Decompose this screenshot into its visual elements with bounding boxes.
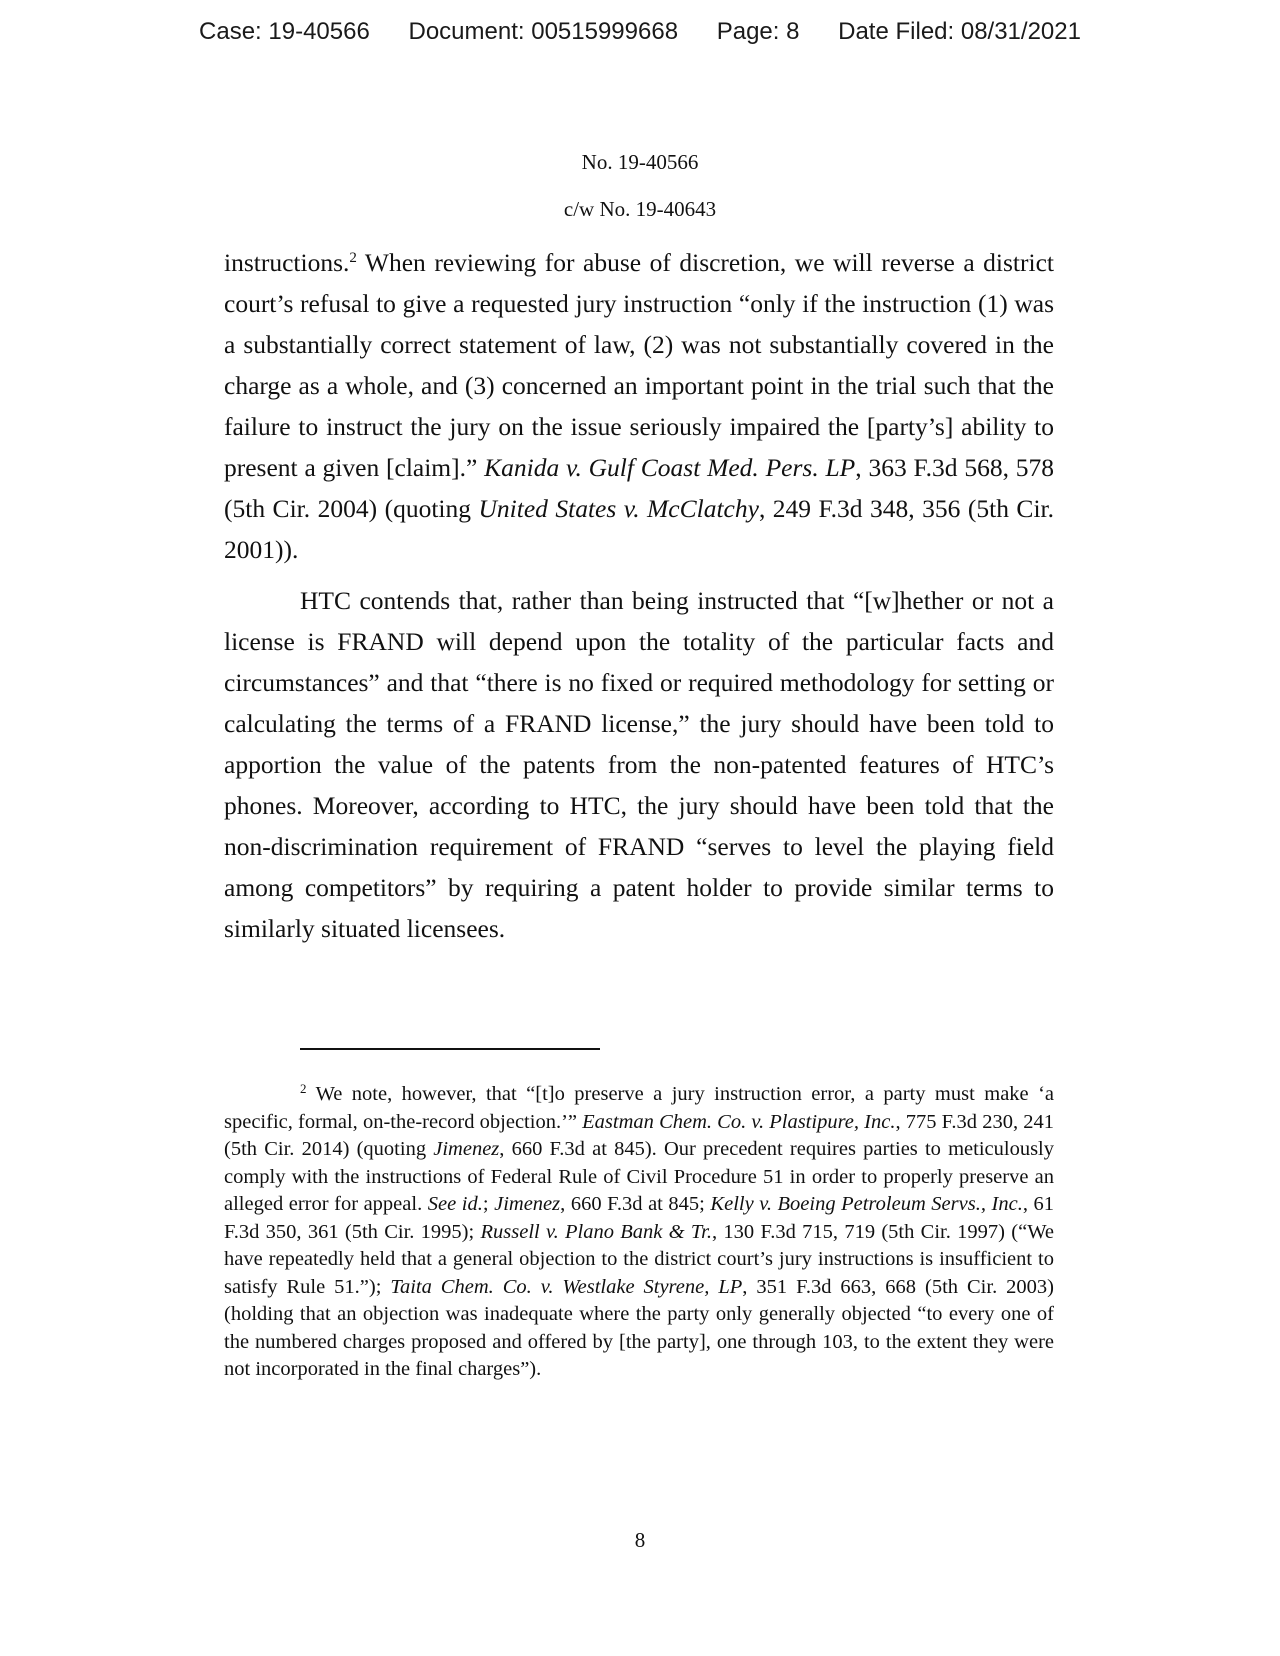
body-paragraph-1 bbox=[224, 242, 1054, 570]
footnote-2 bbox=[224, 1081, 1054, 1384]
body-paragraph-2: HTC contends that, rather than being instructed that “[w]hether or not a license is FRAND will depend upon the totality of the particular facts and circumstances” and that “there is no fixed or required methodology for setting or calculating the terms of a FRAND license,” the jury should have been told to apportion the value of the patents from the non-patented features of HTC’s phones. Moreover, according to HTC, the jury should have been told that the non-discrimination requirement of FRAND “serves to level the playing field among competitors” by requiring a patent holder to provide similar terms to similarly situated licensees. bbox=[224, 586, 1054, 943]
case-name: Eastman Chem. Co. v. Plastipure, Inc. bbox=[582, 1110, 896, 1133]
document-number: Document: 00515999668 bbox=[408, 18, 679, 45]
footnote-text: ; bbox=[482, 1193, 495, 1215]
case-name: Kanida v. Gulf Coast Med. Pers. LP bbox=[484, 453, 856, 482]
page-label: Page: 8 bbox=[716, 18, 800, 45]
page-number: 8 bbox=[634, 1528, 646, 1552]
paragraph-lead: instructions. bbox=[224, 248, 350, 277]
footnote-reference: 2 bbox=[349, 250, 357, 266]
case-name: Jimenez bbox=[433, 1138, 500, 1160]
case-name: See id. bbox=[427, 1193, 483, 1215]
docket-number: No. 19-40566 bbox=[581, 150, 699, 174]
citation: , 363 F.3d 568, 578 (5th Cir. 2004) (quoting bbox=[224, 453, 1054, 523]
paragraph-text: When reviewing for abuse of discretion, we will reverse a district court’s refusal to give a requested jury instruction “only if the instruction (1) was a substantially correct statement of law, (2) was not substantially covered in the charge as a whole, and (3) concerned an important point in the trial such that the failure to instruct the jury on the issue seriously impaired the [party’s] ability to present a given [claim].” bbox=[224, 248, 1054, 482]
case-name: United States v. McClatchy bbox=[478, 494, 759, 523]
citation: , 249 F.3d 348, 356 (5th Cir. 2001)). bbox=[224, 494, 1054, 564]
footnote-separator bbox=[300, 1048, 600, 1050]
case-name: Jimenez bbox=[494, 1193, 561, 1215]
case-name: Taita Chem. Co. v. Westlake Styrene, LP bbox=[390, 1275, 743, 1298]
footnote-text: , 351 F.3d 663, 668 (5th Cir. 2003) (holding that an objection was inadequate where the party only generally objected “to every one of the numbered charges proposed and offered by [the party], one through 103, to the extent they were not incorporated in the final charges”). bbox=[224, 1275, 1054, 1380]
date-filed: Date Filed: 08/31/2021 bbox=[838, 18, 1081, 45]
footnote-number: 2 bbox=[300, 1081, 307, 1096]
filing-header-stamp bbox=[0, 18, 1280, 46]
footnote-text: , 775 F.3d 230, 241 (5th Cir. 2014) (quoting bbox=[224, 1110, 1054, 1160]
case-number: Case: 19-40566 bbox=[199, 18, 370, 45]
footnote-text: We note, however, that “[t]o preserve a jury instruction error, a party must make ‘a specific, formal, on-the-record objection.’” bbox=[224, 1083, 1054, 1133]
footnote-text: , 660 F.3d at 845). Our precedent requires parties to meticulously comply with the instructions of Federal Rule of Civil Procedure 51 in order to properly preserve an alleged error for appeal. bbox=[224, 1138, 1054, 1215]
footnote-text: , 660 F.3d at 845; bbox=[560, 1193, 711, 1215]
case-name: Russell v. Plano Bank & Tr. bbox=[480, 1220, 713, 1243]
consolidated-docket: c/w No. 19-40643 bbox=[563, 197, 717, 221]
footnote-text: , 61 F.3d 350, 361 (5th Cir. 1995); bbox=[224, 1193, 1055, 1243]
footnote-text: , 130 F.3d 715, 719 (5th Cir. 1997) (“We have repeatedly held that a general objection to the district court’s jury instructions is insufficient to satisfy Rule 51.”); bbox=[224, 1220, 1054, 1298]
case-name: Kelly v. Boeing Petroleum Servs., Inc. bbox=[710, 1193, 1023, 1215]
